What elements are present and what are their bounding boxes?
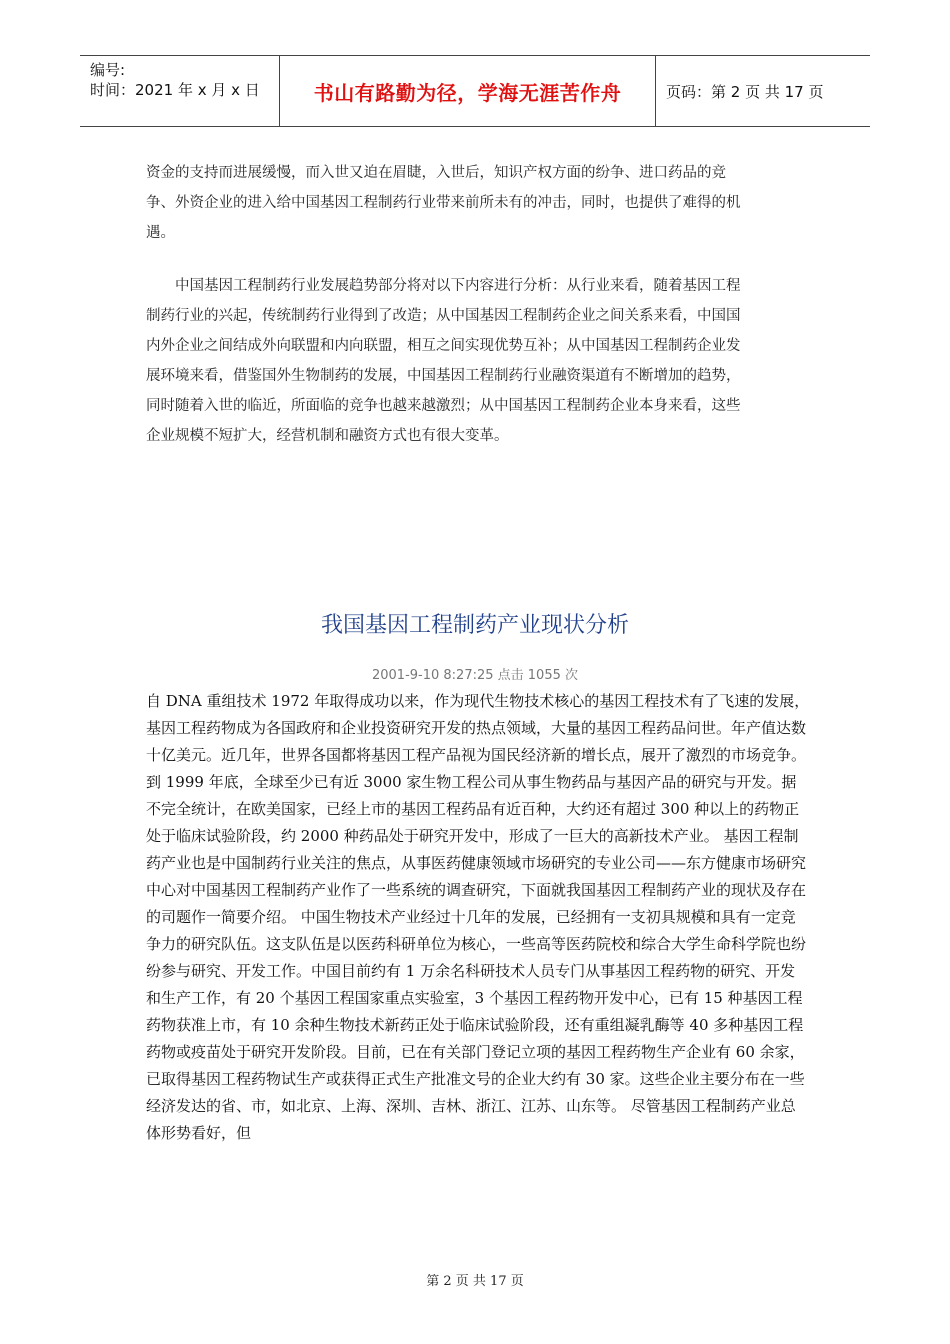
header-motto: 书山有路勤为径，学海无涯苦作舟 <box>280 56 656 126</box>
document-number-label: 编号: <box>90 61 126 79</box>
article-title: 我国基因工程制药产业现状分析 <box>320 613 629 638</box>
header-page-info: 页码：第 2 页 共 17 页 <box>666 82 824 101</box>
article-meta: 2001-9-10 8:27:25 点击 1055 次 <box>371 668 578 683</box>
header-meta <box>80 56 280 126</box>
page-footer: 第 2 页 共 17 页 <box>426 1274 524 1289</box>
intro-paragraph-1: 资金的支持而进展缓慢，而入世又迫在眉睫，入世后，知识产权方面的纷争、进口药品的竞争、外资企业的进入给中国基因工程制药行业带来前所未有的冲击，同时，也提供了难得的机遇。 <box>146 165 741 241</box>
document-time-label: 时间：2021 年 x 月 x 日 <box>90 81 260 99</box>
article-body: 自 DNA 重组技术 1972 年取得成功以来，作为现代生物技术核心的基因工程技术有了飞速的发展，基因工程药物成为各国政府和企业投资研究开发的热点领域，大量的基因工程药品问世。年产值达数十亿美元。近几年，世界各国都将基因工程产品视为国民经济新的增长点，展开了激烈的市场竞争。到 1999 年底，全球至少已有近 3000 家生物工程公司从事生物药品与基因产品的研究与开发。据不完全统计，在欧美国家，已经上市的基因工程药品有近百种，大约还有超过 300 种以上的药物正处于临床试验阶段，约 2000 种药品处于研究开发中，形成了一巨大的高新技术产业。 基因工程制药产业也是中国制药行业关注的焦点，从事医药健康领域市场研究的专业公司——东方健康市场研究中心对中国基因工程制药产业作了一些系统的调查研究，下面就我国基因工程制药产业的现状及存在的司题作一简要介绍。 中国生物技术产业经过十几年的发展，已经拥有一支初具规模和具有一定竞争力的研究队伍。这支队伍是以医药科研单位为核心，一些高等医药院校和综合大学生命科学院也纷纷参与研究、开发工作。中国目前约有 1 万余名科研技术人员专门从事基因工程药物的研究、开发和生产工作，有 20 个基因工程国家重点实验室，3 个基因工程药物开发中心，已有 15 种基因工程药物获准上市，有 10 余种生物技术新药正处于临床试验阶段，还有重组凝乳酶等 40 多种基因工程药物或疫苗处于研究开发阶段。目前，已在有关部门登记立项的基因工程药物生产企业有 60 余家，已取得基因工程药物试生产或获得正式生产批准文号的企业大约有 30 家。这些企业主要分布在一些经济发达的省、市，如北京、上海、深圳、吉林、浙江、江苏、山东等。 尽管基因工程制药产业总体形势看好，但 <box>146 692 810 1142</box>
intro-paragraph-2: 中国基因工程制药行业发展趋势部分将对以下内容进行分析：从行业来看，随着基因工程制药行业的兴起，传统制药行业得到了改造；从中国基因工程制药企业之间关系来看，中国国内外企业之间结成外向联盟和内向联盟，相互之间实现优势互补；从中国基因工程制药企业发展环境来看，借鉴国外生物制药的发展，中国基因工程制药行业融资渠道有不断增加的趋势，同时随着入世的临近，所面临的竞争也越来越激烈；从中国基因工程制药企业本身来看，这些企业规模不短扩大，经营机制和融资方式也有很大变革。 <box>146 278 741 444</box>
page-header <box>80 55 870 127</box>
